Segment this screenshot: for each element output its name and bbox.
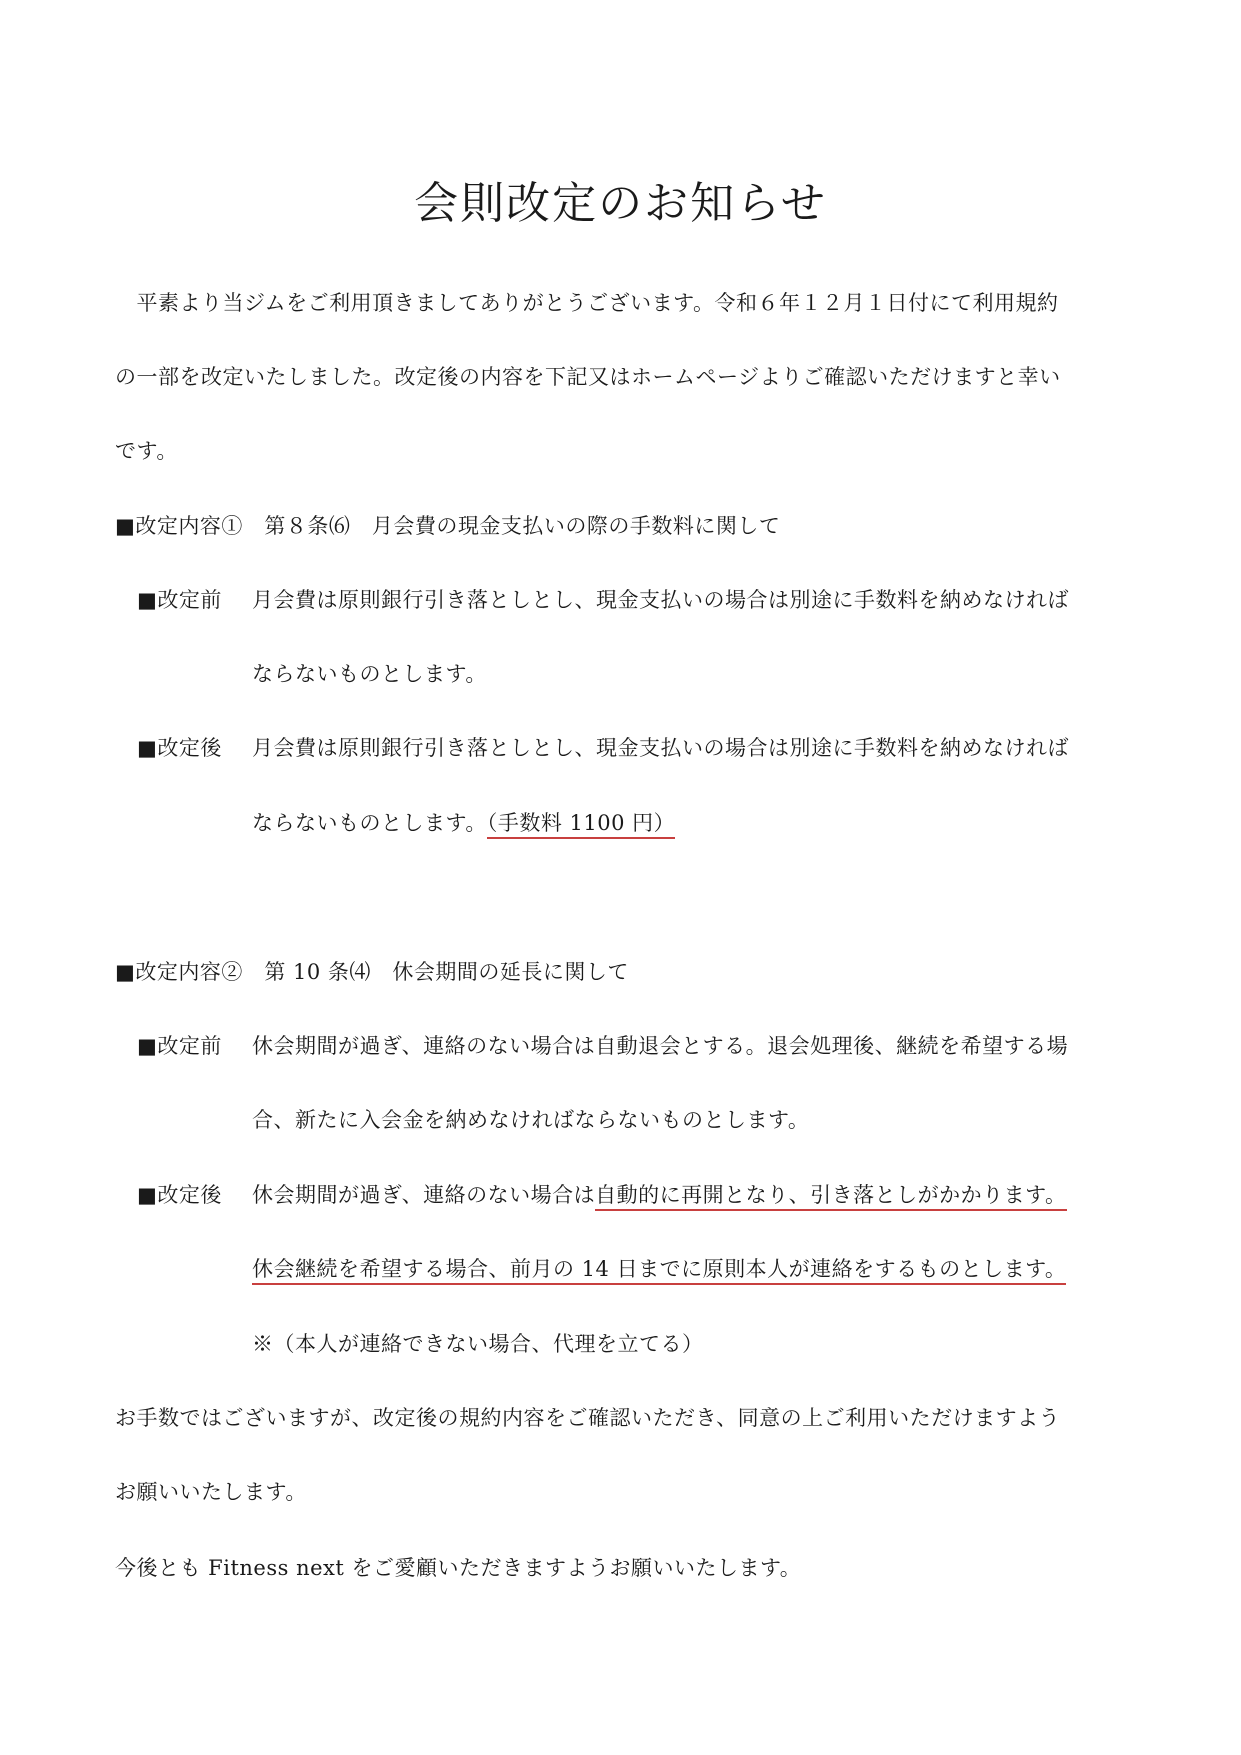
section2-after-line-1-text: 休会期間が過ぎ、連絡のない場合は [252, 1183, 596, 1207]
intro-line-2: の一部を改定いたしました。改定後の内容を下記又はホームページよりご確認いただけますと幸い [115, 365, 1061, 389]
section2-before-label: ■改定前 [137, 1034, 222, 1058]
section1-after-label: ■改定後 [137, 736, 222, 760]
section2-after-line-1 [252, 1180, 1067, 1210]
section2-after-line-2 [252, 1254, 1066, 1284]
section1-before-label: ■改定前 [137, 588, 222, 612]
intro-line-3: です。 [115, 439, 178, 463]
section1-after-line-1: 月会費は原則銀行引き落としとし、現金支払いの場合は別途に手数料を納めなければ [252, 736, 1069, 760]
section1-fee-highlight: （手数料 1100 円） [487, 811, 675, 839]
section1-after-line-2-text: ならないものとします。 [252, 811, 487, 835]
page-title: 会則改定のお知らせ [414, 178, 827, 229]
section1-heading: ■改定内容① 第８条⑹ 月会費の現金支払いの際の手数料に関して [115, 514, 781, 538]
section2-contact-highlight: 休会継続を希望する場合、前月の 14 日までに原則本人が連絡をするものとします。 [252, 1257, 1066, 1285]
section1-before-line-2: ならないものとします。 [252, 662, 487, 686]
section2-before-line-2: 合、新たに入会金を納めなければならないものとします。 [252, 1108, 810, 1132]
section2-auto-resume-highlight: 自動的に再開となり、引き落としがかかります。 [595, 1183, 1066, 1211]
section1-before-line-1: 月会費は原則銀行引き落としとし、現金支払いの場合は別途に手数料を納めなければ [252, 588, 1069, 612]
section1-after-line-2 [252, 808, 675, 838]
closing-line-2: お願いいたします。 [115, 1480, 307, 1504]
closing-line-1: お手数ではございますが、改定後の規約内容をご確認いただき、同意の上ご利用いただけますよう [115, 1406, 1061, 1430]
section2-after-label: ■改定後 [137, 1183, 222, 1207]
section2-before-line-1: 休会期間が過ぎ、連絡のない場合は自動退会とする。退会処理後、継続を希望する場 [252, 1034, 1069, 1058]
closing-line-3: 今後とも Fitness next をご愛顧いただきますようお願いいたします。 [115, 1556, 802, 1580]
intro-line-1: 平素より当ジムをご利用頂きましてありがとうございます。令和６年１２月１日付にて利用規約 [115, 291, 1059, 315]
section2-heading: ■改定内容② 第 10 条⑷ 休会期間の延長に関して [115, 960, 629, 984]
section2-after-line-3: ※（本人が連絡できない場合、代理を立てる） [252, 1332, 704, 1356]
